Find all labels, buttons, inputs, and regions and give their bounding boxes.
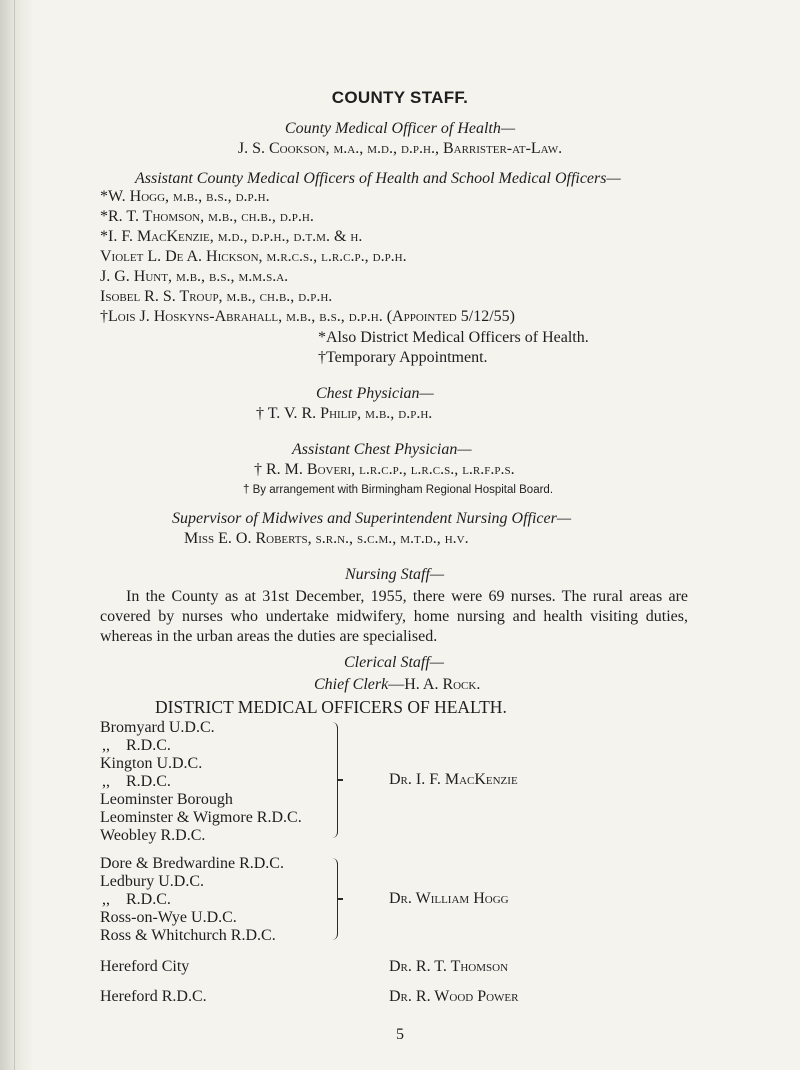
- chief-clerk-label: Chief Clerk: [314, 676, 389, 693]
- assistant-line: J. G. Hunt, m.b., b.s., m.m.s.a.: [100, 268, 289, 285]
- group-2-officer: Dr. William Hogg: [389, 890, 509, 907]
- page-title: COUNTY STAFF.: [331, 88, 469, 107]
- district-group-2-areas: [100, 855, 284, 945]
- district-area: ,, R.D.C.: [102, 891, 171, 908]
- clerical-heading: Clerical Staff—: [344, 654, 444, 671]
- page-binding-edge: [0, 0, 34, 1070]
- chest-name: † T. V. R. Philip, m.b., d.p.h.: [256, 405, 433, 422]
- district-group-1-areas: [100, 719, 302, 845]
- note-also-district: *Also District Medical Officers of Health.: [318, 329, 589, 346]
- district-officer: Dr. R. Wood Power: [389, 988, 519, 1005]
- district-area: ,, R.D.C.: [102, 773, 171, 790]
- district-area: Hereford City: [100, 958, 190, 975]
- assistant-line: *I. F. MacKenzie, m.d., d.p.h., d.t.m. & h.: [100, 228, 363, 245]
- assistants-heading: Assistant County Medical Officers of Health and School Medical Officers—: [135, 170, 621, 187]
- assistant-line: *W. Hogg, m.b., b.s., d.p.h.: [100, 188, 270, 205]
- nursing-heading: Nursing Staff—: [345, 566, 445, 583]
- assistant-line: Isobel R. S. Troup, m.b., ch.b., d.p.h.: [100, 288, 333, 305]
- district-area: Hereford R.D.C.: [100, 988, 207, 1005]
- group-2-brace-tip: [337, 898, 343, 900]
- district-area: Leominster Borough: [100, 791, 233, 808]
- district-area: Leominster & Wigmore R.D.C.: [100, 809, 302, 826]
- district-area: Kington U.D.C.: [100, 755, 203, 772]
- assistant-line: *R. T. Thomson, m.b., ch.b., d.p.h.: [100, 208, 314, 225]
- district-area: Ross-on-Wye U.D.C.: [100, 909, 237, 926]
- group-1-brace-tip: [337, 779, 343, 781]
- district-area: Bromyard U.D.C.: [100, 719, 215, 736]
- group-1-officer: Dr. I. F. MacKenzie: [389, 771, 518, 788]
- assistants-list: [100, 188, 515, 328]
- cmo-name: J. S. Cookson, m.a., m.d., d.p.h., Barrister-at-Law.: [237, 140, 563, 157]
- nursing-paragraph: In the County as at 31st December, 1955, there were 69 nurses. The rural areas are covered by nurses who undertake midwifery, home nursing and health visiting duties, whereas in the urban areas the duties are specialised.: [100, 588, 688, 645]
- district-officer: Dr. R. T. Thomson: [389, 958, 509, 975]
- note-temporary: †Temporary Appointment.: [318, 349, 488, 366]
- midwives-heading: Supervisor of Midwives and Superintendent Nursing Officer—: [172, 510, 572, 527]
- district-area: ,, R.D.C.: [102, 737, 171, 754]
- asst-chest-heading: Assistant Chest Physician—: [292, 441, 472, 458]
- asst-chest-name: † R. M. Boveri, l.r.c.p., l.r.c.s., l.r.f.p.s.: [254, 461, 515, 478]
- district-area: Ross & Whitchurch R.D.C.: [100, 927, 276, 944]
- district-area: Dore & Bredwardine R.D.C.: [100, 855, 284, 872]
- cmo-heading: County Medical Officer of Health—: [284, 120, 516, 137]
- midwives-name: Miss E. O. Roberts, s.r.n., s.c.m., m.t.d., h.v.: [184, 530, 469, 547]
- district-area: Ledbury U.D.C.: [100, 873, 204, 890]
- page-number: 5: [396, 1026, 404, 1043]
- asst-chest-note: † By arrangement with Birmingham Regional Hospital Board.: [243, 484, 554, 496]
- chief-clerk-name: —H. A. Rock.: [388, 676, 481, 693]
- district-area: Weobley R.D.C.: [100, 827, 206, 844]
- assistant-line: Violet L. De A. Hickson, m.r.c.s., l.r.c.p., d.p.h.: [100, 248, 407, 265]
- chest-heading: Chest Physician—: [316, 385, 434, 402]
- district-heading: DISTRICT MEDICAL OFFICERS OF HEALTH.: [155, 697, 507, 717]
- assistant-line: †Lois J. Hoskyns-Abrahall, m.b., b.s., d.p.h. (Appointed 5/12/55): [100, 308, 515, 325]
- chief-clerk: [314, 676, 480, 694]
